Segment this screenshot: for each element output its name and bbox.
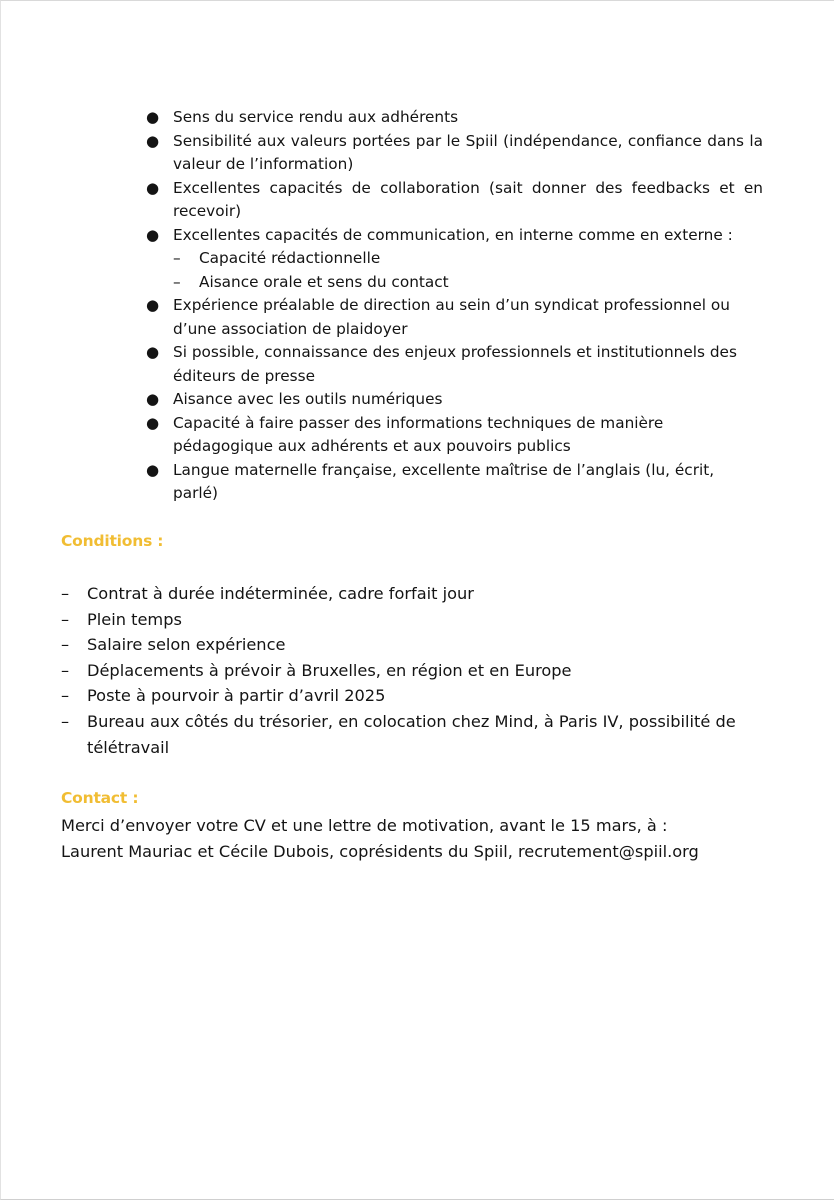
sub-item: – Aisance orale et sens du contact (173, 271, 763, 295)
condition-item: – Poste à pourvoir à partir d’avril 2025 (61, 683, 761, 709)
contact-block (61, 813, 781, 864)
condition-item: – Contrat à durée indéterminée, cadre forfait jour (61, 581, 761, 607)
bullet-icon: ● (146, 225, 160, 244)
sub-item: – Capacité rédactionnelle (173, 247, 763, 271)
skill-item: ● Expérience préalable de direction au sein d’un syndicat professionnel ou d’une association de plaidoyer (146, 296, 730, 338)
bullet-icon: ● (146, 460, 160, 479)
conditions-heading: Conditions : (61, 532, 164, 550)
dash-icon: – (61, 609, 70, 629)
skills-list (143, 106, 763, 506)
skill-item: ● Si possible, connaissance des enjeux professionnels et institutionnels des éditeurs de presse (146, 343, 737, 385)
dash-icon: – (61, 584, 70, 603)
communication-sublist (173, 247, 763, 294)
skill-item: ● Excellentes capacités de communication, en interne comme en externe : – Capacité rédactionnelle – Aisance orale et sens du contact (143, 224, 763, 295)
bullet-icon: ● (146, 178, 160, 197)
skill-item: ● Sens du service rendu aux adhérents (143, 106, 763, 130)
contact-recipients: Laurent Mauriac et Cécile Dubois, coprésidents du Spiil, recrutement@spiil.org (61, 841, 699, 861)
dash-icon: – (61, 711, 70, 731)
bullet-icon: ● (146, 108, 160, 126)
skill-item: ● Aisance avec les outils numériques (143, 388, 763, 412)
bullet-icon: ● (146, 296, 160, 314)
skill-item: ● Capacité à faire passer des informations techniques de manière pédagogique aux adhérents et aux pouvoirs publics (146, 413, 664, 455)
skill-item: ● Excellentes capacités de collaboration (sait donner des feedbacks et en recevoir) (146, 178, 763, 220)
bullet-icon: ● (146, 413, 160, 432)
condition-item: – Déplacements à prévoir à Bruxelles, en région et en Europe (61, 658, 761, 684)
dash-icon: – (173, 272, 181, 291)
skill-item: ● Langue maternelle française, excellente maîtrise de l’anglais (lu, écrit, parlé) (146, 460, 715, 502)
condition-item: – Salaire selon expérience (61, 632, 761, 658)
dash-icon: – (61, 635, 70, 655)
bullet-icon: ● (146, 390, 160, 408)
bullet-icon: ● (146, 131, 160, 150)
contact-instructions: Merci d’envoyer votre CV et une lettre de motivation, avant le 15 mars, à : (61, 816, 668, 835)
contact-heading: Contact : (61, 789, 139, 807)
condition-item: – Bureau aux côtés du trésorier, en colocation chez Mind, à Paris IV, possibilité de télétravail (61, 709, 761, 760)
dash-icon: – (61, 686, 70, 706)
dash-icon: – (173, 249, 181, 267)
bullet-icon: ● (146, 343, 160, 361)
dash-icon: – (61, 660, 70, 680)
skill-item: ● Sensibilité aux valeurs portées par le Spiil (indépendance, confiance dans la valeur de l’information) (146, 131, 763, 173)
condition-item: – Plein temps (61, 607, 761, 633)
conditions-list (61, 581, 761, 760)
